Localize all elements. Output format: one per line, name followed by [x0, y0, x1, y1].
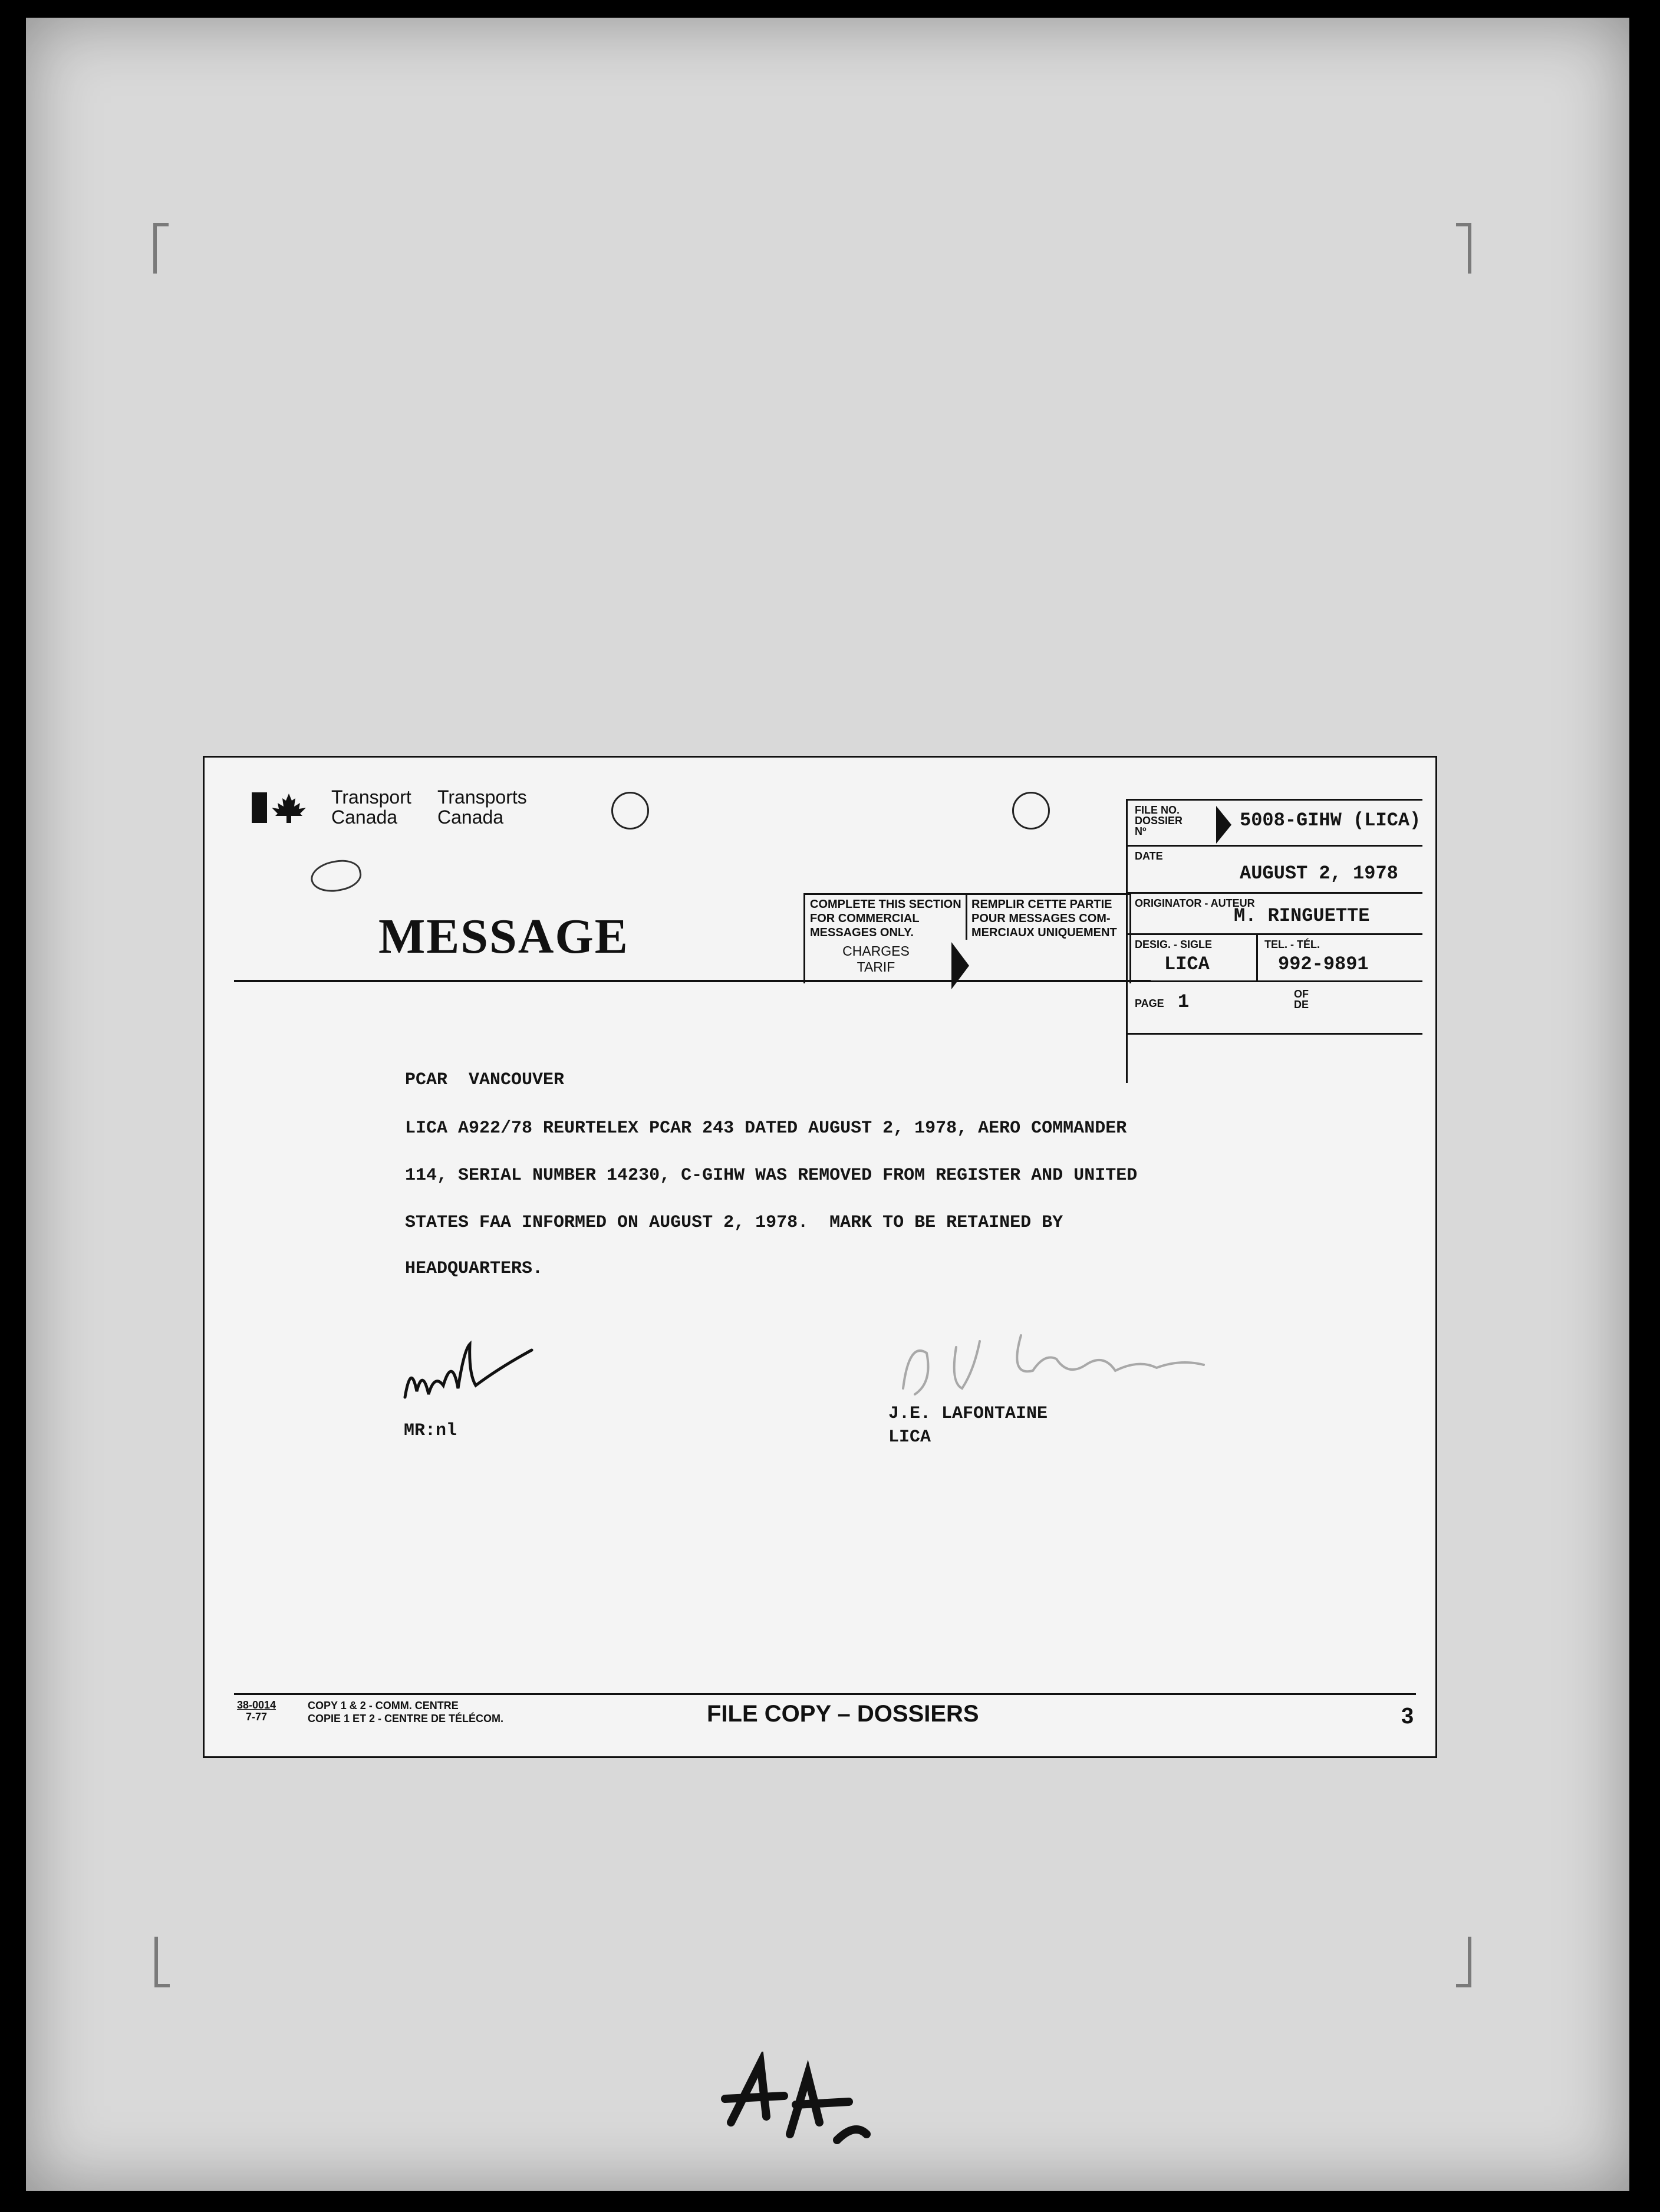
message-line: HEADQUARTERS.	[405, 1259, 544, 1279]
panel-column-divider	[1256, 933, 1258, 980]
message-line: STATES FAA INFORMED ON AUGUST 2, 1978. MARK TO BE RETAINED BY	[405, 1213, 1063, 1233]
copy-distribution	[308, 1699, 503, 1725]
crop-mark-top-right	[1456, 223, 1471, 274]
designation-value: LICA	[1164, 953, 1210, 975]
charges-arrow-icon	[951, 942, 969, 989]
form-number-code: 38-0014	[237, 1699, 276, 1711]
message-line: 114, SERIAL NUMBER 14230, C-GIHW WAS REMOVED FROM REGISTER AND UNITED	[405, 1166, 1138, 1186]
panel-top-rule	[1128, 799, 1422, 801]
date-value: AUGUST 2, 1978	[1240, 863, 1398, 884]
page-label: PAGE	[1135, 998, 1164, 1009]
punch-hole-left	[611, 792, 649, 830]
form-title: MESSAGE	[378, 909, 629, 964]
commercial-charges-box	[803, 893, 1131, 983]
file-copy-label: FILE COPY – DOSSIERS	[707, 1701, 979, 1727]
page-value: 1	[1178, 991, 1190, 1013]
copy-distribution-french: COPIE 1 ET 2 - CENTRE DE TÉLÉCOM.	[308, 1713, 504, 1724]
message-line: LICA A922/78 REURTELEX PCAR 243 DATED AUGUST 2, 1978, AERO COMMANDER	[405, 1118, 1127, 1138]
footer-divider	[234, 1693, 1416, 1695]
designation-label: DESIG. - SIGLE	[1135, 939, 1213, 950]
file-number-label: FILE NO. DOSSIER Nº	[1135, 804, 1183, 837]
page-of-label: OF DE	[1294, 988, 1309, 1010]
handwritten-initials	[399, 1338, 535, 1409]
panel-rule-4	[1128, 980, 1422, 982]
form-edition: 7-77	[246, 1711, 268, 1723]
panel-rule-1	[1128, 845, 1422, 847]
panel-rule-3	[1128, 933, 1422, 935]
date-label: DATE	[1135, 850, 1163, 862]
ink-smudge	[308, 856, 364, 897]
originator-value: M. RINGUETTE	[1234, 905, 1370, 927]
crop-mark-bottom-left	[154, 1937, 170, 1987]
commercial-note-french: REMPLIR CETTE PARTIE POUR MESSAGES COM- MERCIAUX UNIQUEMENT	[971, 898, 1117, 939]
crop-mark-top-left	[153, 223, 169, 274]
charges-label: CHARGES TARIF	[842, 943, 910, 975]
originator-label: ORIGINATOR - AUTEUR	[1135, 897, 1255, 909]
agency-name-english: Transport Canada	[331, 786, 411, 828]
canada-flag-logo-icon	[252, 790, 311, 825]
faint-signature	[891, 1318, 1210, 1406]
header-fields-panel	[1126, 799, 1422, 1083]
copy-distribution-english: COPY 1 & 2 - COMM. CENTRE	[308, 1700, 459, 1711]
commercial-note-divider	[966, 895, 967, 940]
reference-initials: MR:nl	[404, 1421, 457, 1441]
commercial-note-english: COMPLETE THIS SECTION FOR COMMERCIAL MESSAGES ONLY.	[810, 898, 961, 939]
file-number-value: 5008-GIHW (LICA)	[1240, 809, 1421, 831]
panel-rule-2	[1128, 892, 1422, 894]
handwritten-page-mark	[719, 2052, 872, 2152]
signatory-name: J.E. LAFONTAINE	[888, 1404, 1048, 1424]
copy-number: 3	[1401, 1704, 1414, 1729]
telephone-value: 992-9891	[1278, 953, 1369, 975]
signatory-unit: LICA	[888, 1427, 931, 1447]
panel-bottom-rule	[1128, 1033, 1422, 1035]
form-number	[237, 1699, 276, 1723]
message-form	[203, 756, 1437, 1758]
agency-name-french: Transports Canada	[437, 786, 527, 828]
file-number-arrow-icon	[1216, 806, 1231, 844]
crop-mark-bottom-right	[1456, 1937, 1471, 1987]
message-addressee: PCAR VANCOUVER	[405, 1070, 565, 1090]
punch-hole-right	[1012, 792, 1050, 830]
telephone-label: TEL. - TÉL.	[1264, 939, 1320, 950]
